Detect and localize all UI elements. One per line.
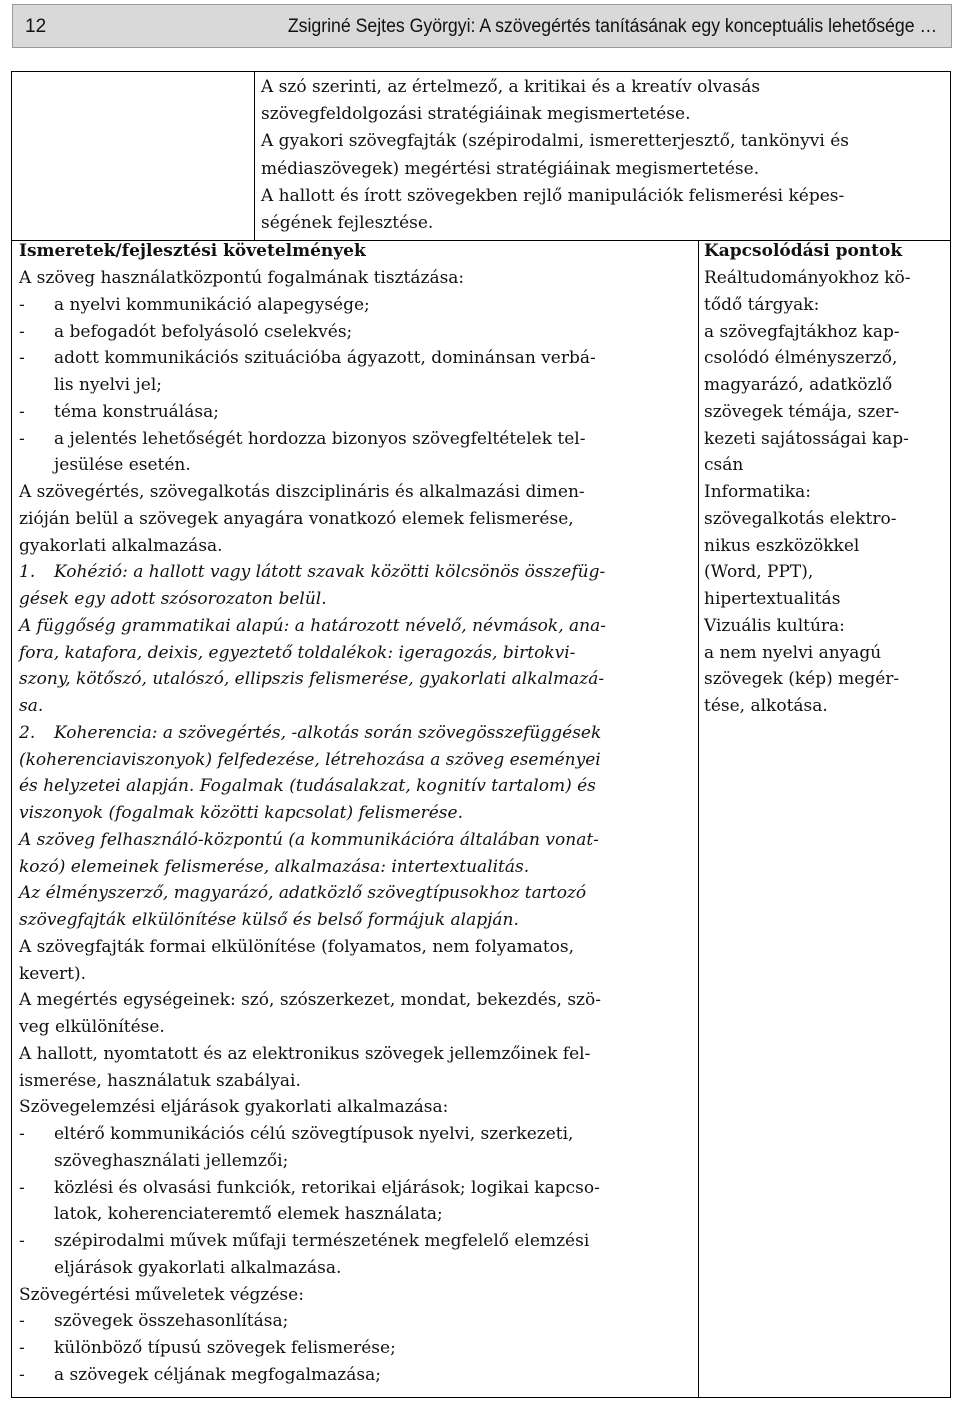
requirement-line: viszonyok (fogalmak közötti kapcsolat) felismerése. <box>19 803 464 823</box>
requirement-line: - <box>19 348 25 369</box>
curriculum-table <box>11 71 951 1398</box>
requirement-line: és helyzetei alapján. Fogalmak (tudásalakzat, kognitív tartalom) és <box>19 776 596 797</box>
goals-column-divider <box>254 72 255 240</box>
requirement-line: A függőség grammatikai alapú: a határozott névelő, névmások, ana- <box>19 615 606 636</box>
requirement-line: (koherenciaviszonyok) felfedezése, létrehozása a szöveg eseményei <box>19 749 601 770</box>
connection-line: Vizuális kultúra: <box>704 615 845 636</box>
connection-line: kezeti sajátosságai kap- <box>704 428 909 449</box>
requirement-line: szövegfajták elkülönítése külső és belső formájuk alapján. <box>19 910 519 930</box>
requirement-line: szony, kötőszó, utalószó, ellipszis felismerése, gyakorlati alkalmazá- <box>19 669 605 690</box>
page-header <box>12 4 952 48</box>
goal-line: A szó szerinti, az értelmező, a kritikai és a kreatív olvasás <box>261 77 761 97</box>
requirement-line: lis nyelvi jel; <box>54 375 162 395</box>
connection-line: (Word, PPT), <box>704 562 814 583</box>
requirement-line: - <box>19 294 25 315</box>
requirement-line: - <box>19 1231 25 1251</box>
requirement-line: fora, katafora, deixis, egyeztető toldalékok: igeragozás, birtokvi- <box>19 642 576 663</box>
requirement-line: A szöveg használatközpontú fogalmának tisztázása: <box>19 268 465 288</box>
requirement-line: szöveghasználati jellemzői; <box>54 1150 289 1171</box>
requirement-item-text: különböző típusú szövegek felismerése; <box>54 1338 396 1358</box>
connection-line: Informatika: <box>704 482 812 502</box>
requirement-line: zióján belül a szövegek anyagára vonatkozó elemek felismerése, <box>19 508 574 529</box>
requirement-line: - <box>19 1338 25 1358</box>
requirement-line: - <box>19 321 25 342</box>
goal-line: A gyakori szövegfajták (szépirodalmi, ismeretterjesztő, tankönyvi és <box>261 131 850 152</box>
right-column-header: Kapcsolódási pontok <box>704 241 903 261</box>
goal-line: médiaszövegek) megértési stratégiáinak megismertetése. <box>261 158 760 179</box>
requirement-line: - <box>19 1177 25 1198</box>
connection-line: magyarázó, adatközlő <box>704 375 893 395</box>
requirement-item-text: Koherencia: a szövegértés, -alkotás során szövegösszefüggések <box>54 722 602 743</box>
requirement-item-text: a jelentés lehetőségét hordozza bizonyos szövegfeltételek tel- <box>54 428 586 449</box>
requirement-line: sa. <box>19 696 44 716</box>
connection-line: Reáltudományokhoz kö- <box>704 268 911 288</box>
connection-line: hipertextualitás <box>704 589 841 609</box>
requirement-item-text: adott kommunikációs szituációba ágyazott, dominánsan verbá- <box>54 348 596 369</box>
requirement-line: A szövegértés, szövegalkotás diszciplináris és alkalmazási dimen- <box>19 482 585 502</box>
connection-line: szövegek (kép) megér- <box>704 669 900 690</box>
requirement-line: ismerése, használatuk szabályai. <box>19 1070 301 1091</box>
requirement-line: - <box>19 1124 25 1144</box>
requirement-item-text: szövegek összehasonlítása; <box>54 1311 289 1332</box>
connection-line: szövegalkotás elektro- <box>704 508 897 529</box>
requirement-line: Szövegelemzési eljárások gyakorlati alkalmazása: <box>19 1097 449 1118</box>
requirement-item-text: téma konstruálása; <box>54 401 219 422</box>
requirement-line: gyakorlati alkalmazása. <box>19 535 223 556</box>
requirement-line: eljárások gyakorlati alkalmazása. <box>54 1257 342 1278</box>
requirement-line: jesülése esetén. <box>54 455 191 476</box>
requirement-line: kozó) elemeinek felismerése, alkalmazása: intertextualitás. <box>19 856 530 877</box>
connection-line: szövegek témája, szer- <box>704 401 900 422</box>
requirement-item-text: szépirodalmi művek műfaji természetének megfelelő elemzési <box>54 1231 590 1251</box>
requirement-item-text: Kohézió: a hallott vagy látott szavak közötti kölcsönös összefüg- <box>54 562 606 583</box>
requirement-line: Az élményszerző, magyarázó, adatközlő szövegtípusokhoz tartozó <box>19 883 587 904</box>
left-column-header: Ismeretek/fejlesztési követelmények <box>19 241 366 261</box>
requirement-line: Szövegértési műveletek végzése: <box>19 1284 304 1305</box>
requirement-line: - <box>19 1311 25 1332</box>
requirement-line: A hallott, nyomtatott és az elektronikus szövegek jellemzőinek fel- <box>19 1043 591 1064</box>
requirement-item-text: a nyelvi kommunikáció alapegysége; <box>54 294 370 315</box>
requirement-line: 1. <box>19 562 36 583</box>
connection-line: a szövegfajtákhoz kap- <box>704 321 900 342</box>
requirement-line: 2. <box>19 722 36 743</box>
requirement-item-text: közlési és olvasási funkciók, retorikai eljárások; logikai kapcso- <box>54 1177 600 1198</box>
running-title: Zsigriné Sejtes Györgyi: A szövegértés tanításának egy konceptuális lehetősége … <box>287 16 937 37</box>
requirement-line: gések egy adott szósorozaton belül. <box>19 589 327 609</box>
requirement-line: latok, koherenciateremtő elemek használata; <box>54 1204 443 1225</box>
connection-line: tődő tárgyak: <box>704 294 820 315</box>
connection-line: a nem nyelvi anyagú <box>704 642 882 663</box>
requirement-item-text: a szövegek céljának megfogalmazása; <box>54 1364 381 1385</box>
goal-line: ségének fejlesztése. <box>261 213 434 233</box>
goal-line: szövegfeldolgozási stratégiáinak megismertetése. <box>261 104 691 125</box>
requirement-line: - <box>19 401 25 422</box>
requirement-line: veg elkülönítése. <box>19 1017 165 1037</box>
requirement-line: - <box>19 428 25 449</box>
requirement-line: A megértés egységeinek: szó, szószerkezet, mondat, bekezdés, szö- <box>19 990 601 1011</box>
requirement-item-text: a befogadót befolyásoló cselekvés; <box>54 321 353 342</box>
connection-line: csolódó élményszerző, <box>704 348 898 369</box>
page-number: 12 <box>25 16 47 37</box>
requirement-item-text: eltérő kommunikációs célú szövegtípusok nyelvi, szerkezeti, <box>54 1124 574 1144</box>
requirement-line: kevert). <box>19 963 87 984</box>
requirement-line: A szöveg felhasználó-központú (a kommunikációra általában vonat- <box>19 829 599 850</box>
connection-line: nikus eszközökkel <box>704 535 860 556</box>
table-column-divider <box>698 240 699 1397</box>
requirement-line: A szövegfajták formai elkülönítése (folyamatos, nem folyamatos, <box>19 936 575 957</box>
connection-line: csán <box>704 455 744 476</box>
requirement-line: - <box>19 1364 25 1385</box>
goal-line: A hallott és írott szövegekben rejlő manipulációk felismerési képes- <box>261 185 845 206</box>
connection-line: tése, alkotása. <box>704 696 828 716</box>
